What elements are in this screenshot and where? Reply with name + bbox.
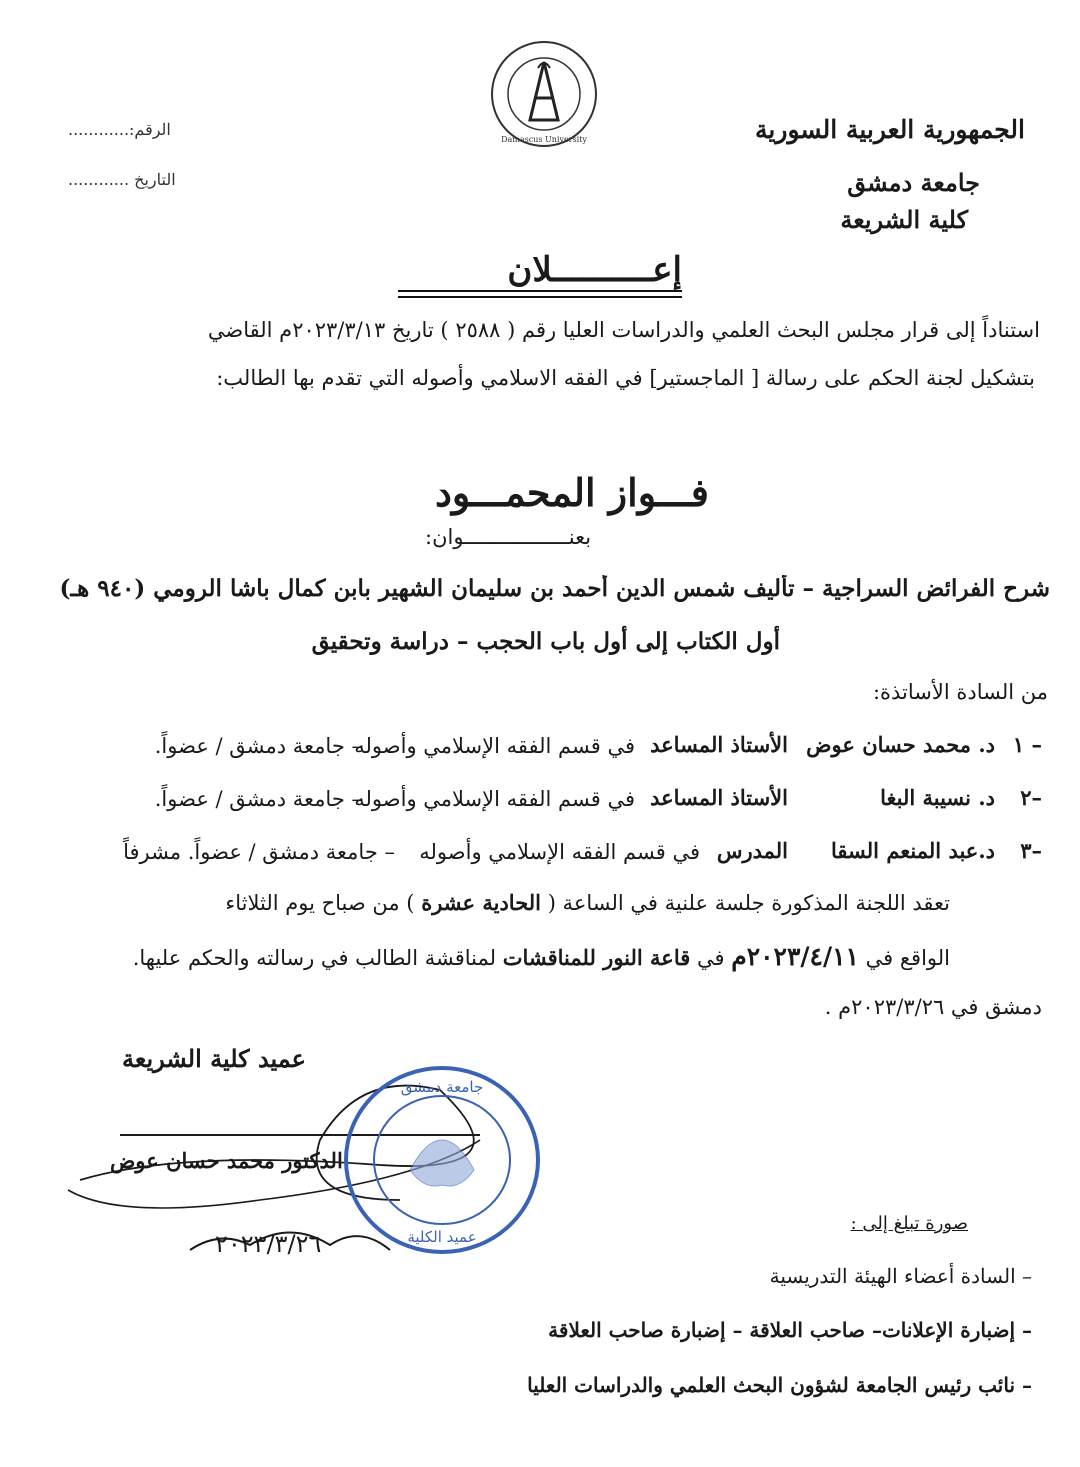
student-name: فـــواز المحمـــود bbox=[435, 470, 709, 515]
title-underline bbox=[398, 290, 682, 292]
faculty-name: كلية الشريعة bbox=[840, 205, 968, 234]
session-hall: قاعة النور للمناقشات bbox=[502, 945, 691, 970]
svg-text:Damascus University: Damascus University bbox=[501, 135, 587, 144]
issue-date: دمشق في ٢٠٢٣/٣/٢٦م . bbox=[824, 995, 1042, 1019]
dean-name: الدكتور محمد حسان عوض bbox=[110, 1148, 343, 1173]
session-line-2: الواقع في ٢٠٢٣/٤/١١م في قاعة النور للمناقشات لمناقشة الطالب في رسالته والحكم عليها. bbox=[132, 942, 950, 971]
title-underline-double bbox=[398, 296, 682, 298]
date-field: التاريخ ............ bbox=[68, 170, 176, 189]
university-name: جامعة دمشق bbox=[847, 168, 980, 197]
ref-number-field: الرقم:............ bbox=[68, 120, 171, 139]
thesis-title-line-2: أول الكتاب إلى أول باب الحجب – دراسة وتحقيق bbox=[311, 628, 780, 655]
announcement-page: Damascus University الجمهورية العربية السورية جامعة دمشق كلية الشريعة الرقم:............ التاريخ ............ إعــــــــــلان استناداً إلى قرار مجلس البحث العلمي والدراسات العليا رقم ( ٢٥٨٨ ) تاريخ ٢٠٢٣/٣/١٣م القاضي بتشكيل لجنة الحكم على رسالة [ الماجستير] في الفقه الاسلامي وأصوله التي تقدم بها الطالب: فـــواز المحمـــود بعنـــــــــــــــــوان: شرح الفرائض السراجية – تأليف شمس الدين أحمد بن سليمان الشهير بابن كمال باشا الرومي (٩٤٠ هـ) أول الكتاب إلى أول باب الحجب – دراسة وتحقيق من السادة الأساتذة: ١ – د. محمد حسان عوض الأستاذ المساعد في قسم الفقه الإسلامي وأصوله – جامعة دمشق / عضواً. ٢– د. نسيبة البغا الأستاذ المساعد في قسم الفقه الإسلامي وأصوله – جامعة دمشق / عضواً. ٣– د.عبد المنعم السقا المدرس في قسم الفقه الإسلامي وأصوله – جامعة دمشق / عضواً. مشرفاً تعقد اللجنة المذكورة جلسة علنية في الساعة ( الحادية عشرة ) من صباح يوم الثلاثاء الواقع في ٢٠٢٣/٤/١١م في قاعة النور للمناقشات لمناقشة الطالب في رسالته والحكم عليها. دمشق في ٢٠٢٣/٣/٢٦م . عميد كلية الشريعة الدكتور محمد حسان عوض ٢٠٢٣/٣/٢٦ جامعة دمشق عميد الكلية صورة تبلغ إلى : – السادة أعضاء الهيئة التدريسية – إضبارة الإعلانات– صاحب العلاقة – إضبارة صاحب العلاقة – نائب رئيس الجامعة لشؤون البحث العلمي والدراسات العليا bbox=[0, 0, 1080, 1467]
official-stamp bbox=[340, 1060, 545, 1260]
distribution-item-3: – نائب رئيس الجامعة لشؤون البحث العلمي والدراسات العليا bbox=[527, 1373, 1032, 1397]
country-name: الجمهورية العربية السورية bbox=[755, 115, 1025, 144]
distribution-label: صورة تبلغ إلى : bbox=[850, 1213, 968, 1234]
thesis-title-line-1: شرح الفرائض السراجية – تأليف شمس الدين أحمد بن سليمان الشهير بابن كمال باشا الرومي (٩٤٠ هـ) bbox=[59, 575, 1050, 602]
professors-label: من السادة الأساتذة: bbox=[872, 680, 1048, 704]
intro-line-1: استناداً إلى قرار مجلس البحث العلمي والدراسات العليا رقم ( ٢٥٨٨ ) تاريخ ٢٠٢٣/٣/١٣م القاضي bbox=[207, 318, 1040, 342]
svg-text:عميد الكلية: عميد الكلية bbox=[407, 1228, 477, 1246]
university-logo bbox=[488, 38, 600, 150]
session-date: ٢٠٢٣/٤/١١م bbox=[731, 942, 859, 971]
intro-line-2: بتشكيل لجنة الحكم على رسالة [ الماجستير] في الفقه الاسلامي وأصوله التي تقدم بها الطالب: bbox=[216, 366, 1035, 390]
session-hour: الحادية عشرة bbox=[421, 890, 541, 915]
distribution-item-2: – إضبارة الإعلانات– صاحب العلاقة – إضبارة صاحب العلاقة bbox=[548, 1318, 1032, 1342]
svg-text:جامعة دمشق: جامعة دمشق bbox=[400, 1078, 484, 1096]
announcement-title: إعــــــــــلان bbox=[398, 250, 682, 294]
signature-date: ٢٠٢٣/٣/٢٦ bbox=[215, 1230, 322, 1258]
dean-title: عميد كلية الشريعة bbox=[122, 1044, 306, 1073]
session-line-1: تعقد اللجنة المذكورة جلسة علنية في الساعة ( الحادية عشرة ) من صباح يوم الثلاثاء bbox=[225, 890, 950, 915]
title-label: بعنـــــــــــــــــوان: bbox=[425, 525, 592, 549]
distribution-item-1: – السادة أعضاء الهيئة التدريسية bbox=[769, 1264, 1032, 1288]
